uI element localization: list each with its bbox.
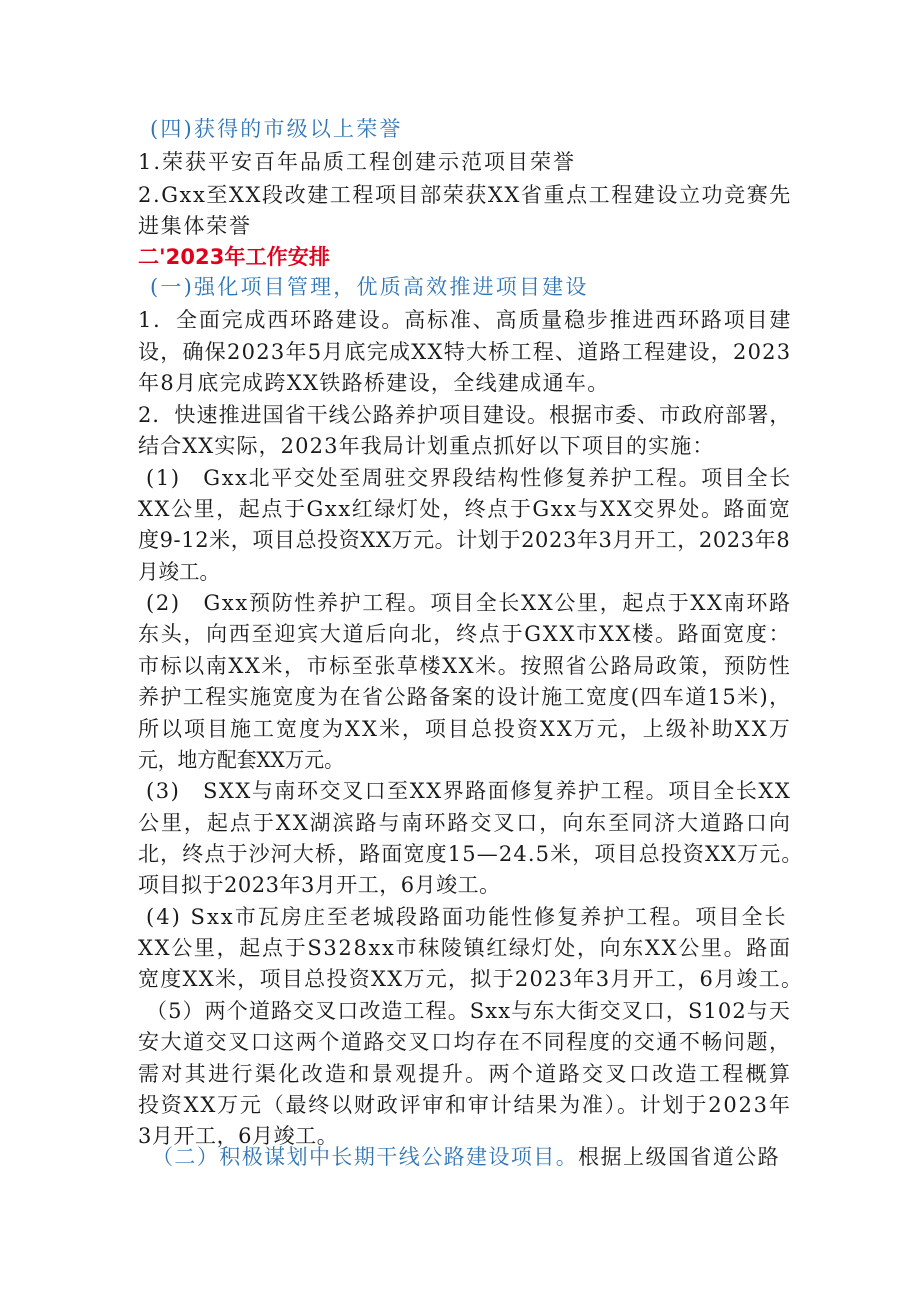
paragraph-line: 年8月底完成跨XX铁路桥建设，全线建成通车。 — [138, 371, 610, 395]
paragraph-line: 度9-12米，项目总投资XX万元。计划于2023年3月开工，2023年8 — [138, 528, 791, 552]
paragraph-line: 东头，向西至迎宾大道后向北，终点于GXX市XX楼。路面宽度： — [138, 622, 792, 646]
paragraph-line: （5）两个道路交叉口改造工程。Sxx与东大街交叉口，S102与天 — [146, 999, 791, 1023]
paragraph-line: 设，确保2023年5月底完成XX特大桥工程、道路工程建设，2023 — [138, 340, 792, 364]
paragraph-line: XX公里，起点于Gxx红绿灯处，终点于Gxx与XX交界处。路面宽 — [138, 497, 792, 521]
chapter-heading: 二'2023年工作安排 — [138, 245, 330, 269]
paragraph-line: (1) Gxx北平交处至周驻交界段结构性修复养护工程。项目全长 — [146, 466, 792, 490]
paragraph-line: 2．快速推进国省干线公路养护项目建设。根据市委、市政府部署， — [138, 403, 792, 427]
paragraph-line: (2) Gxx预防性养护工程。项目全长XX公里，起点于XX南环路 — [146, 591, 792, 615]
section-heading: (一)强化项目管理，优质高效推进项目建设 — [150, 275, 589, 299]
paragraph-line: 1．全面完成西环路建设。高标准、高质量稳步推进西环路项目建 — [138, 308, 793, 332]
paragraph-line: 宽度XX米，项目总投资XX万元，拟于2023年3月开工，6月竣工。 — [138, 967, 804, 991]
paragraph-line: 2.Gxx至XX段改建工程项目部荣获XX省重点工程建设立功竞赛先 — [138, 183, 792, 207]
paragraph-line: (3) SXX与南环交叉口至XX界路面修复养护工程。项目全长XX — [146, 779, 792, 803]
paragraph-line: 进集体荣誉 — [138, 214, 252, 238]
section-heading-inline: （二）积极谋划中长期干线公路建设项目。 — [152, 1145, 579, 1169]
paragraph-line: 北，终点于沙河大桥，路面宽度15—24.5米，项目总投资XX万元。 — [138, 842, 804, 866]
paragraph-line: 养护工程实施宽度为在省公路备案的设计施工宽度(四车道15米)， — [138, 685, 792, 709]
paragraph-line-mixed — [152, 1141, 780, 1173]
paragraph-line: 月竣工。 — [138, 560, 220, 584]
paragraph-line: 需对其进行渠化改造和景观提升。两个道路交叉口改造工程概算 — [138, 1062, 793, 1086]
paragraph-line: 公里，起点于XX湖滨路与南环路交叉口，向东至同济大道路口向 — [138, 811, 792, 835]
paragraph-line: 安大道交叉口这两个道路交叉口均存在不同程度的交通不畅问题， — [138, 1030, 792, 1054]
paragraph-line: 所以项目施工宽度为XX米，项目总投资XX万元，上级补助XX万 — [138, 717, 792, 741]
paragraph-line: 项目拟于2023年3月开工，6月竣工。 — [138, 873, 501, 897]
paragraph-line: 3月开工，6月竣工。 — [138, 1124, 339, 1148]
section-heading: (四)获得的市级以上荣誉 — [150, 117, 403, 141]
paragraph-line: 1.荣获平安百年品质工程创建示范项目荣誉 — [138, 150, 577, 174]
paragraph-line: (4) Sxx市瓦房庄至老城段路面功能性修复养护工程。项目全长 — [146, 905, 788, 929]
paragraph-line: 元，地方配套XX万元。 — [138, 748, 344, 772]
paragraph-line: 市标以南XX米，市标至张草楼XX米。按照省公路局政策，预防性 — [138, 654, 792, 678]
paragraph-line: 结合XX实际，2023年我局计划重点抓好以下项目的实施： — [138, 434, 715, 458]
paragraph-line: XX公里，起点于S328xx市秣陵镇红绿灯处，向东XX公里。路面 — [138, 936, 792, 960]
paragraph-text-inline: 根据上级国省道公路 — [578, 1145, 781, 1169]
paragraph-line: 投资XX万元（最终以财政评审和审计结果为准）。计划于2023年 — [138, 1093, 792, 1117]
